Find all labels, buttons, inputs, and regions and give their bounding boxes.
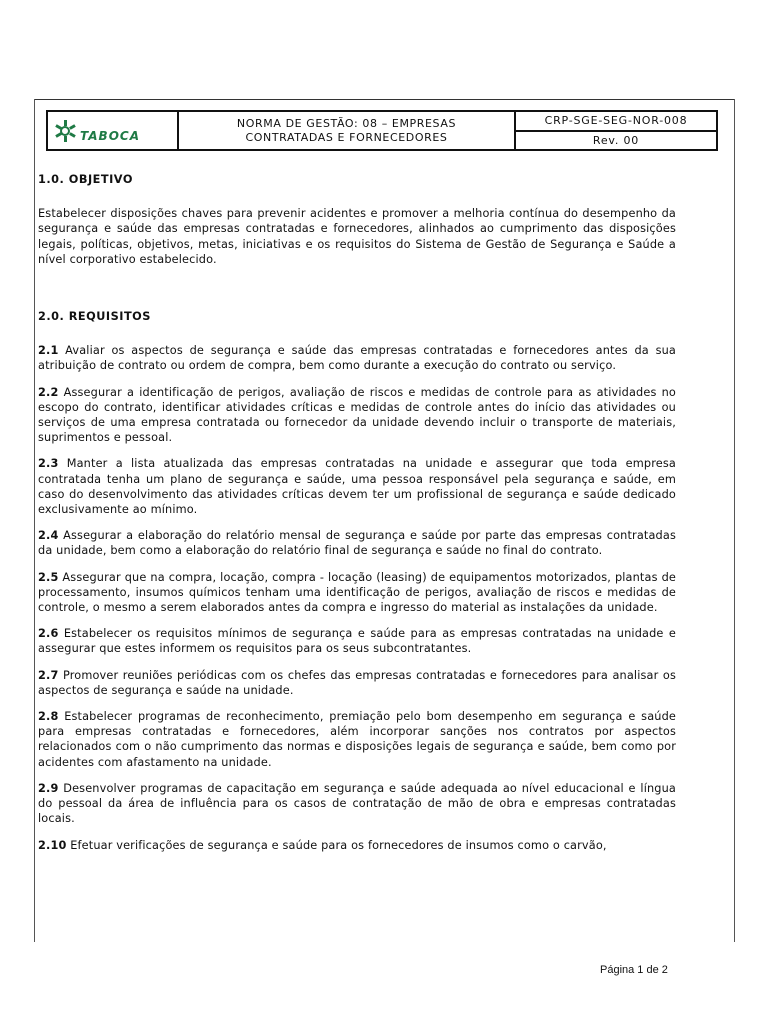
company-logo (48, 112, 179, 149)
requirement-item: 2.9 Desenvolver programas de capacitação em segurança e saúde adequada ao nível educacional e língua do pessoal da área de influência para os casos de contratação de mão de obra e empresas contratadas locais. (38, 781, 676, 826)
gear-logo-icon (54, 120, 76, 142)
page-frame-left (34, 99, 35, 942)
title-line-2: CONTRATADAS E FORNECEDORES (245, 130, 448, 144)
requirement-item: 2.8 Estabelecer programas de reconhecimento, premiação pelo bom desempenho em segurança e saúde para empresas contratadas e fornecedores, além incorporar sanções nos contratos por aspectos relacionados com o não cumprimento das normas e disposições legais de segurança e saúde, bem como por acidentes com afastamento na unidade. (38, 710, 676, 769)
document-title (179, 112, 516, 149)
objetivo-paragraph: Estabelecer disposições chaves para prevenir acidentes e promover a melhoria contínua do desempenho da segurança e saúde das empresas contratadas e fornecedores, alinhados ao cumprimento das disposições legais, políticas, objetivos, metas, iniciativas e os requisitos do Sistema de Gestão de Segurança e Saúde a nível corporativo estabelecido. (38, 207, 676, 266)
document-revision: Rev. 00 (592, 133, 640, 147)
document-body (38, 172, 676, 853)
requirement-item: 2.10 Efetuar verificações de segurança e saúde para os fornecedores de insumos como o carvão, (38, 838, 607, 852)
requirement-item: 2.7 Promover reuniões periódicas com os chefes das empresas contratadas e fornecedores para analisar os aspectos de segurança e saúde na unidade. (38, 668, 676, 697)
section-heading-requisitos: 2.0. REQUISITOS (38, 310, 151, 324)
page-frame-top (34, 99, 735, 100)
section-heading-objetivo: 1.0. OBJETIVO (38, 173, 133, 186)
page-frame-right (734, 99, 735, 942)
document-code-cell (516, 112, 716, 149)
company-name: TABOCA (80, 128, 140, 143)
page-number: Página 1 de 2 (600, 964, 668, 976)
document-code: CRP-SGE-SEG-NOR-008 (516, 112, 716, 132)
requirement-item: 2.3 Manter a lista atualizada das empresas contratadas na unidade e assegurar que toda empresa contratada tenha um plano de segurança e saúde, uma pessoa responsável pela segurança e saúde, em caso do desenvolvimento das atividades críticas devem ter um profissional de segurança e saúde dedicado exclusivamente ao mínimo. (38, 457, 676, 517)
requirement-item: 2.4 Assegurar a elaboração do relatório mensal de segurança e saúde por parte das empresas contratadas da unidade, bem como a elaboração do relatório final de segurança e saúde no final do contrato. (38, 529, 676, 558)
requirement-item: 2.6 Estabelecer os requisitos mínimos de segurança e saúde para as empresas contratadas na unidade e assegurar que estes informem os requisitos para os seus subcontratantes. (38, 627, 676, 656)
document-header (46, 110, 718, 151)
requirement-item: 2.1 Avaliar os aspectos de segurança e saúde das empresas contratadas e fornecedores antes da sua atribuição de contrato ou ordem de compra, bem como durante a execução do contrato ou serviço. (38, 344, 676, 373)
title-line-1: NORMA DE GESTÃO: 08 – EMPRESAS (236, 116, 457, 130)
requirement-item: 2.5 Assegurar que na compra, locação, compra - locação (leasing) de equipamentos motorizados, plantas de processamento, insumos químicos tenham uma identificação de perigos, avaliação de riscos e medidas de controle, o mesmo a serem elaborados antes da compra e ingresso do material as instalações da unidade. (38, 570, 676, 615)
requirement-item: 2.2 Assegurar a identificação de perigos, avaliação de riscos e medidas de controle para as atividades no escopo do contrato, identificar atividades críticas e medidas de controle antes do início das atividades ou serviços de uma empresa contratada ou fornecedor da unidade devendo incluir o transporte de materiais, suprimentos e pessoal. (38, 385, 676, 445)
